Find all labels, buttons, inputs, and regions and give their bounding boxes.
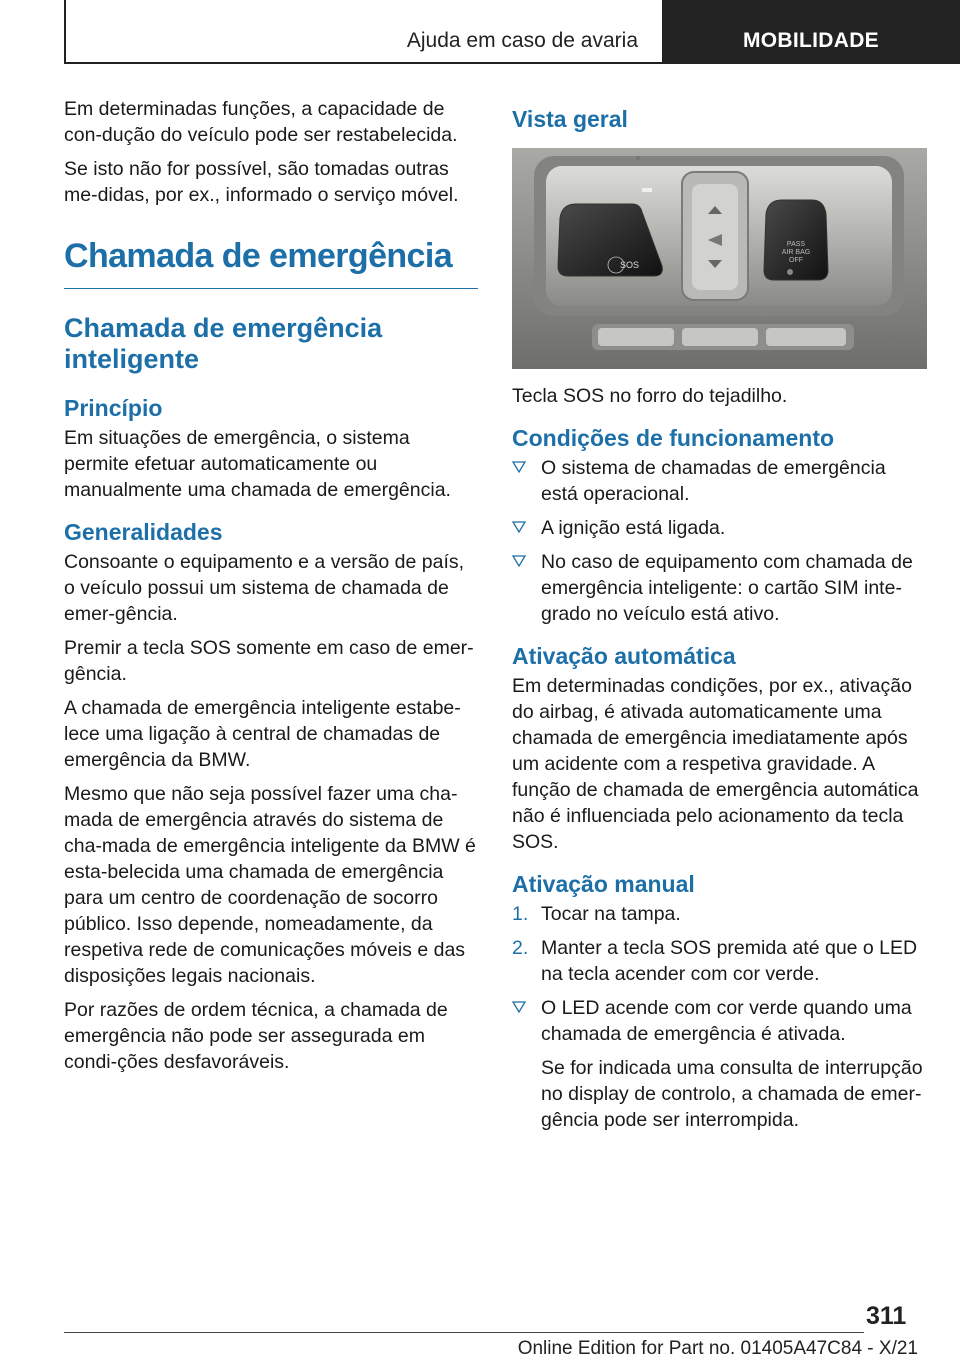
triangle-bullet-icon xyxy=(512,520,526,534)
manual-activation-heading: Ativação manual xyxy=(512,871,695,897)
step-number: 1. xyxy=(512,903,529,925)
condition-item xyxy=(512,515,926,541)
interior-light-button xyxy=(682,328,758,346)
edition-footer: Online Edition for Part no. 01405A47C84 - X/21 xyxy=(517,1338,918,1359)
step-item xyxy=(512,935,926,987)
airbag-indicator-panel xyxy=(764,200,828,280)
airbag-label-line-3: OFF xyxy=(789,257,803,264)
result-continuation-text: Se for indicada uma consulta de interrupção no display de controlo, a chamada de emer‐gência pode ser interrompida. xyxy=(541,1057,923,1131)
airbag-label-line-1: PASS xyxy=(786,241,806,248)
chapter-heading: Chamada de emergência xyxy=(64,236,478,289)
general-paragraph-2: Premir a tecla SOS somente em caso de emer‐gência. xyxy=(64,637,474,685)
sos-button-photo xyxy=(512,148,927,369)
left-column xyxy=(64,96,478,1083)
photo-caption: Tecla SOS no forro do tejadilho. xyxy=(512,385,788,407)
general-paragraph-1: Consoante o equipamento e a versão de país, o veículo possui um sistema de chamada de emer‐gência. xyxy=(64,551,465,625)
section-heading: Chamada de emergência inteligente xyxy=(64,313,383,374)
general-paragraph-4: Mesmo que não seja possível fazer uma cha‐mada de emergência através do sistema de cha‐mada de emergência inteligente da BMW é esta‐belecida uma chamada de emergência para um centro de coordenação de socorro público. Isso depende, nomeadamente, da respetiva rede de comunicações móveis e das disposições legais nacionais. xyxy=(64,783,476,987)
intro-paragraph-2: Se isto não for possível, são tomadas outras me‐didas, por ex., informado o serviço móvel. xyxy=(64,158,459,206)
result-continuation xyxy=(512,1055,926,1133)
header-chapter-tab: MOBILIDADE xyxy=(662,0,960,64)
footer-rule xyxy=(64,1332,864,1333)
triangle-bullet-icon xyxy=(512,1000,526,1014)
general-paragraph-3: A chamada de emergência inteligente estabe‐lece uma ligação à central de chamadas de emergência da BMW. xyxy=(64,697,461,771)
condition-text: O sistema de chamadas de emergência está operacional. xyxy=(541,457,886,505)
triangle-bullet-icon xyxy=(512,554,526,568)
right-column xyxy=(512,96,926,1141)
led-indicator xyxy=(642,188,652,192)
general-heading: Generalidades xyxy=(64,519,223,545)
condition-item xyxy=(512,549,926,627)
conditions-heading: Condições de funcionamento xyxy=(512,425,835,451)
overview-heading: Vista geral xyxy=(512,106,628,132)
step-item xyxy=(512,901,926,927)
intro-paragraph-1: Em determinadas funções, a capacidade de con‐dução do veículo pode ser restabelecida. xyxy=(64,98,458,146)
automatic-activation-paragraph: Em determinadas condições, por ex., ativação do airbag, é ativada automaticamente uma chamada de emergência imediatamente após um acidente com a respetiva gravidade. A função de chamada de emergência automática não é influenciada pelo acionamento da tecla SOS. xyxy=(512,675,919,853)
left-reading-light-button xyxy=(598,328,674,346)
console-detail xyxy=(636,156,640,160)
principle-heading: Princípio xyxy=(64,395,163,421)
step-text: Tocar na tampa. xyxy=(541,903,681,925)
airbag-seat-icon xyxy=(787,269,793,275)
header-bottom-rule xyxy=(64,62,662,64)
condition-item xyxy=(512,455,926,507)
result-item xyxy=(512,995,926,1047)
page-number: 311 xyxy=(866,1302,907,1330)
triangle-bullet-icon xyxy=(512,460,526,474)
step-number: 2. xyxy=(512,937,529,959)
right-reading-light-button xyxy=(766,328,846,346)
general-paragraph-5: Por razões de ordem técnica, a chamada de emergência não pode ser assegurada em condi‐ções desfavoráveis. xyxy=(64,999,448,1073)
condition-text: A ignição está ligada. xyxy=(541,517,726,539)
header-section-title: Ajuda em caso de avaria xyxy=(406,29,638,52)
airbag-label-line-2: AIR BAG xyxy=(781,249,811,256)
condition-text: No caso de equipamento com chamada de emergência inteligente: o cartão SIM inte‐grado no veículo está ativo. xyxy=(541,551,913,625)
principle-paragraph: Em situações de emergência, o sistema permite efetuar automaticamente ou manualmente uma chamada de emergência. xyxy=(64,427,451,501)
result-text: O LED acende com cor verde quando uma chamada de emergência é ativada. xyxy=(541,997,912,1045)
sos-button-label: SOS xyxy=(620,260,640,270)
automatic-activation-heading: Ativação automática xyxy=(512,643,736,669)
page-header xyxy=(64,0,960,66)
step-text: Manter a tecla SOS premida até que o LED na tecla acender com cor verde. xyxy=(541,937,918,985)
